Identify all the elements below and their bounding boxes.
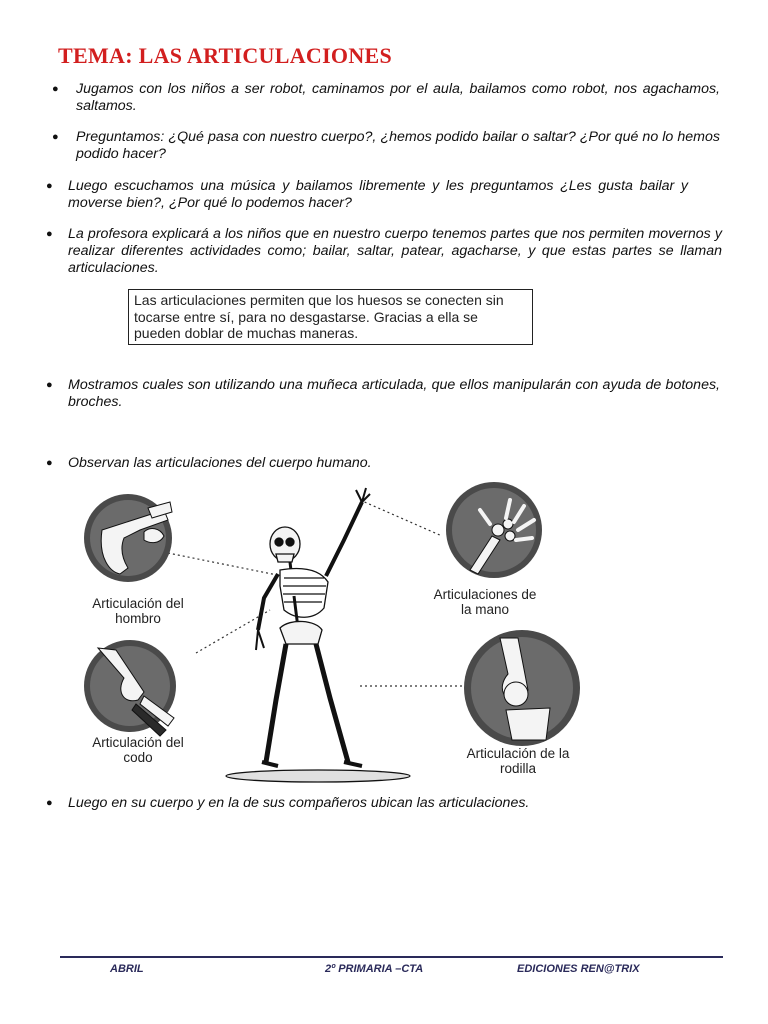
shoulder-joint-illustration — [84, 494, 172, 582]
bullet-text: Preguntamos: ¿Qué pasa con nuestro cuerpo?, ¿hemos podido bailar o saltar? ¿Por qué no lo hemos podido hacer? — [76, 129, 720, 162]
bullet-marker: ● — [46, 797, 53, 809]
footer-grade: 2º PRIMARIA –CTA — [325, 963, 424, 975]
skeleton-joints-figure — [80, 478, 588, 783]
skeleton-illustration — [226, 488, 410, 782]
definition-box: Las articulaciones permiten que los huesos se conecten sin tocarse entre sí, para no desgastarse. Gracias a ella se pueden doblar de muchas maneras. — [128, 289, 533, 345]
bullet-text: Luego en su cuerpo y en la de sus compañeros ubican las articulaciones. — [68, 795, 530, 811]
bullet-marker: ● — [46, 457, 53, 469]
bullet-marker: ● — [46, 180, 53, 192]
bullet-text: Mostramos cuales son utilizando una muñeca articulada, que ellos manipularán con ayuda de botones, broches. — [68, 377, 720, 410]
footer-divider — [60, 956, 723, 958]
bullet-item — [0, 795, 720, 812]
footer-month: ABRIL — [110, 963, 144, 975]
shoulder-label-line1: Articulación del — [92, 596, 184, 611]
bullet-marker: ● — [52, 83, 59, 95]
hand-label-line2: la mano — [460, 602, 510, 617]
hand-label-line1: Articulaciones de — [433, 587, 537, 602]
knee-joint-illustration — [464, 630, 580, 746]
bullet-item — [0, 455, 720, 472]
bullet-text: Observan las articulaciones del cuerpo humano. — [68, 455, 372, 471]
shoulder-label-line2: hombro — [115, 611, 161, 626]
bullet-marker: ● — [46, 379, 53, 391]
elbow-joint-illustration — [84, 640, 176, 736]
bullet-item — [0, 377, 720, 411]
bullet-item — [0, 129, 720, 163]
bullet-text: La profesora explicará a los niños que en nuestro cuerpo tenemos partes que nos permiten movernos y realizar diferentes actividades como; bailar, saltar, patear, agacharse, y que estas partes se llaman articulaciones. — [68, 226, 722, 276]
bullet-text: Luego escuchamos una música y bailamos libremente y les preguntamos ¿Les gusta bailar y moverse bien?, ¿Por qué lo podemos hacer? — [68, 178, 688, 211]
elbow-label-line2: codo — [123, 750, 153, 765]
bullet-item — [0, 81, 720, 115]
hand-joint-illustration — [446, 482, 542, 578]
bullet-marker: ● — [46, 228, 53, 240]
knee-label-line1: Articulación de la — [466, 746, 570, 761]
bullet-text: Jugamos con los niños a ser robot, caminamos por el aula, bailamos como robot, nos agachamos, saltamos. — [76, 81, 720, 114]
knee-label-line2: rodilla — [499, 761, 537, 776]
bullet-item — [0, 226, 722, 277]
bullet-item — [0, 178, 700, 212]
elbow-label-line1: Articulación del — [92, 735, 184, 750]
footer-publisher: EDICIONES REN@TRIX — [517, 963, 640, 975]
page-title: TEMA: LAS ARTICULACIONES — [58, 43, 393, 68]
bullet-marker: ● — [52, 131, 59, 143]
